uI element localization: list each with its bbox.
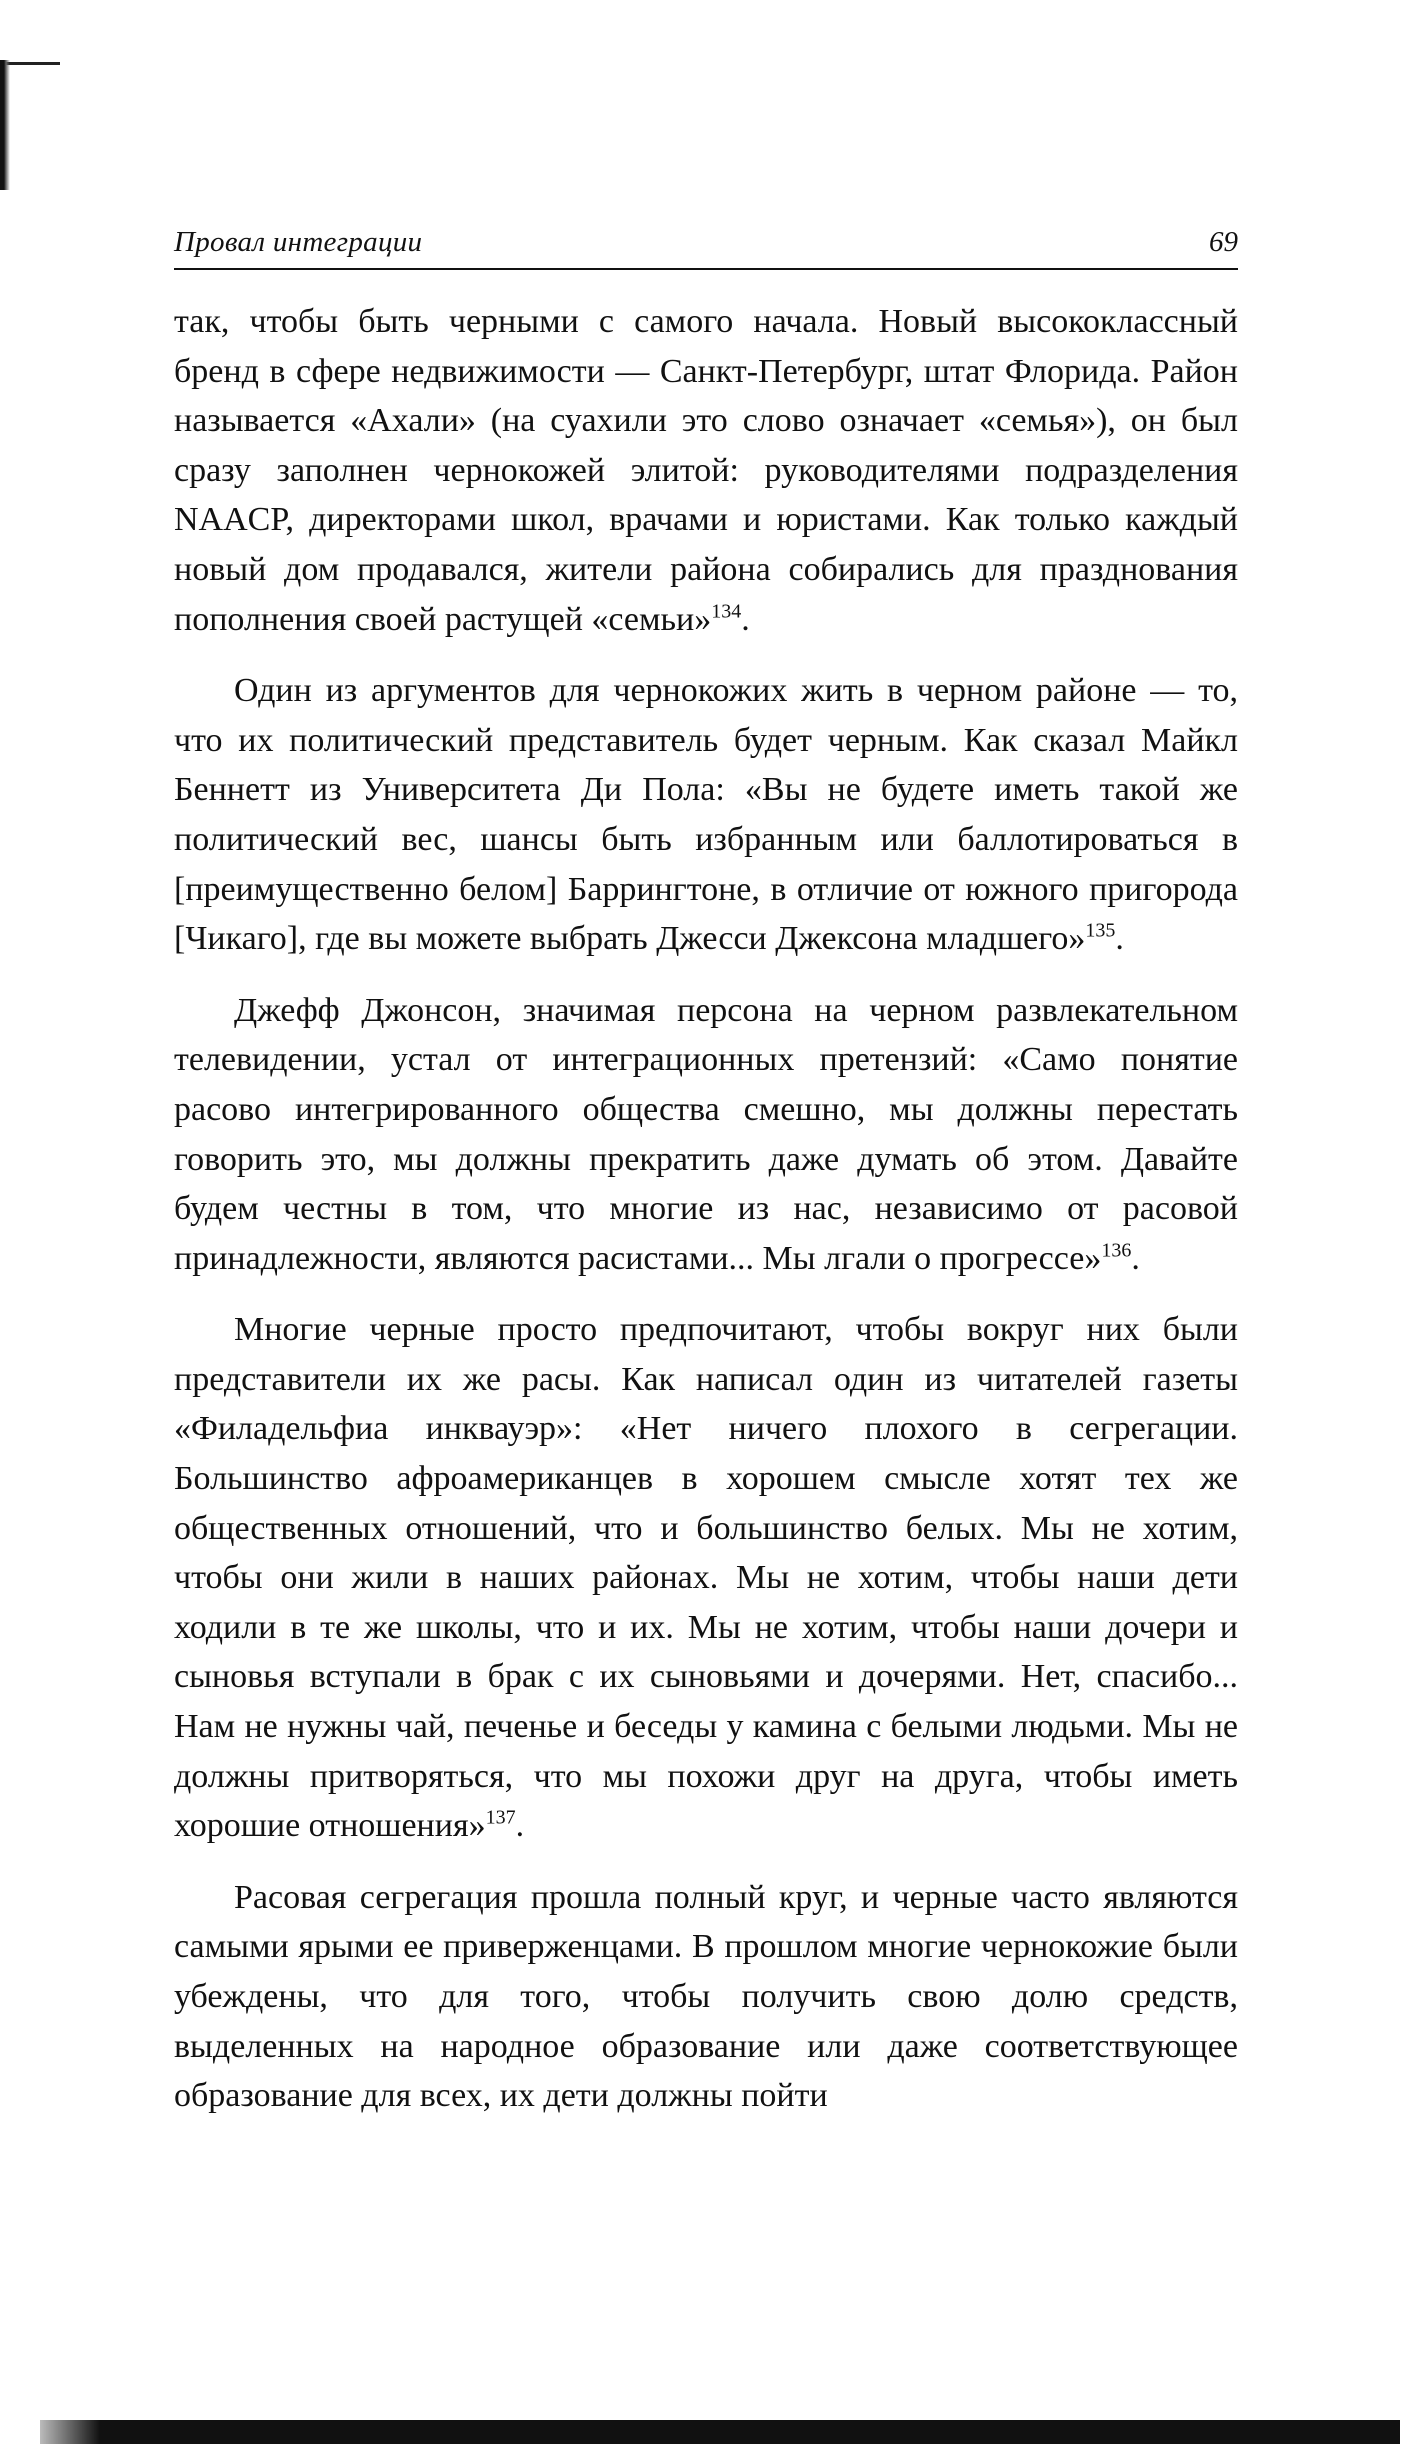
page-number: 69 bbox=[1209, 226, 1238, 258]
paragraph-text: Джефф Джонсон, значимая персона на черном развлекательном телевидении, устал от интеграционных претензий: «Само понятие расово интегрированного общества смешно, мы должны перестать говорить это, мы должны прекратить даже думать об этом. Давайте будем честны в том, что многие из нас, независимо от расовой принадлежности, являются расистами... Мы лгали о прогрессе» bbox=[174, 991, 1238, 1277]
paragraph-end: . bbox=[515, 1807, 525, 1845]
paragraph-text: Один из аргументов для чернокожих жить в черном районе — то, что их политический представитель будет черным. Как сказал Майкл Беннетт из Университета Ди Пола: «Вы не будете иметь такой же политический вес, шансы быть избранным или баллотироваться в [преимущественно белом] Баррингтоне, в отличие от южного пригорода [Чикаго], где вы можете выбрать Джесси Джексона младшего» bbox=[174, 672, 1238, 958]
running-title: Провал интеграции bbox=[174, 226, 423, 258]
paragraph-text: так, чтобы быть черными с самого начала. Новый высококлассный бренд в сфере недвижимости — Санкт-Петербург, штат Флорида. Район называется «Ахали» (на суахили это слово означает «семья»), он был сразу заполнен чернокожей элитой: руководителями подразделения NAACP, директорами школ, врачами и юристами. Как только каждый новый дом продавался, жители района собирались для празднования пополнения своей растущей «семьи» bbox=[174, 303, 1238, 638]
paragraph-5 bbox=[174, 1873, 1238, 2121]
footnote-ref: 137 bbox=[485, 1806, 516, 1829]
paragraph-4 bbox=[174, 1305, 1238, 1851]
scan-binding-shadow bbox=[0, 60, 10, 190]
paragraph-end: . bbox=[1115, 920, 1124, 958]
body-text bbox=[174, 297, 1238, 2143]
footnote-ref: 136 bbox=[1101, 1239, 1132, 1262]
paragraph-end: . bbox=[741, 600, 750, 638]
paragraph-text: Расовая сегрегация прошла полный круг, и черные часто являются самыми ярыми ее приверженцами. В прошлом многие чернокожие были убеждены, что для того, чтобы получить свою долю средств, выделенных на народное образование или даже соответствующее образование для всех, их дети должны пойти bbox=[174, 1878, 1238, 2115]
paragraph-1 bbox=[174, 297, 1238, 644]
bottom-scan-rule bbox=[40, 2420, 1400, 2444]
paragraph-end: . bbox=[1131, 1239, 1140, 1277]
paragraph-2 bbox=[174, 666, 1238, 964]
paragraph-text: Многие черные просто предпочитают, чтобы вокруг них были представители их же расы. Как написал один из читателей газеты «Филадельфиа инквауэр»: «Нет ничего плохого в сегрегации. Большинство афроамериканцев в хорошем смысле хотят тех же общественных отношений, что и большинство белых. Мы не хотим, чтобы они жили в наших районах. Мы не хотим, чтобы наши дети ходили в те же школы, что и их. Мы не хотим, чтобы наши дочери и сыновья вступали в брак с их сыновьями и дочерями. Нет, спасибо... Нам не нужны чай, печенье и беседы у камина с белыми людьми. Мы не должны притворяться, что мы похожи друг на друга, чтобы иметь хорошие отношения» bbox=[174, 1311, 1238, 1845]
footnote-ref: 135 bbox=[1085, 919, 1116, 942]
paragraph-3 bbox=[174, 986, 1238, 1284]
footnote-ref: 134 bbox=[711, 600, 742, 623]
running-header bbox=[174, 222, 1238, 270]
